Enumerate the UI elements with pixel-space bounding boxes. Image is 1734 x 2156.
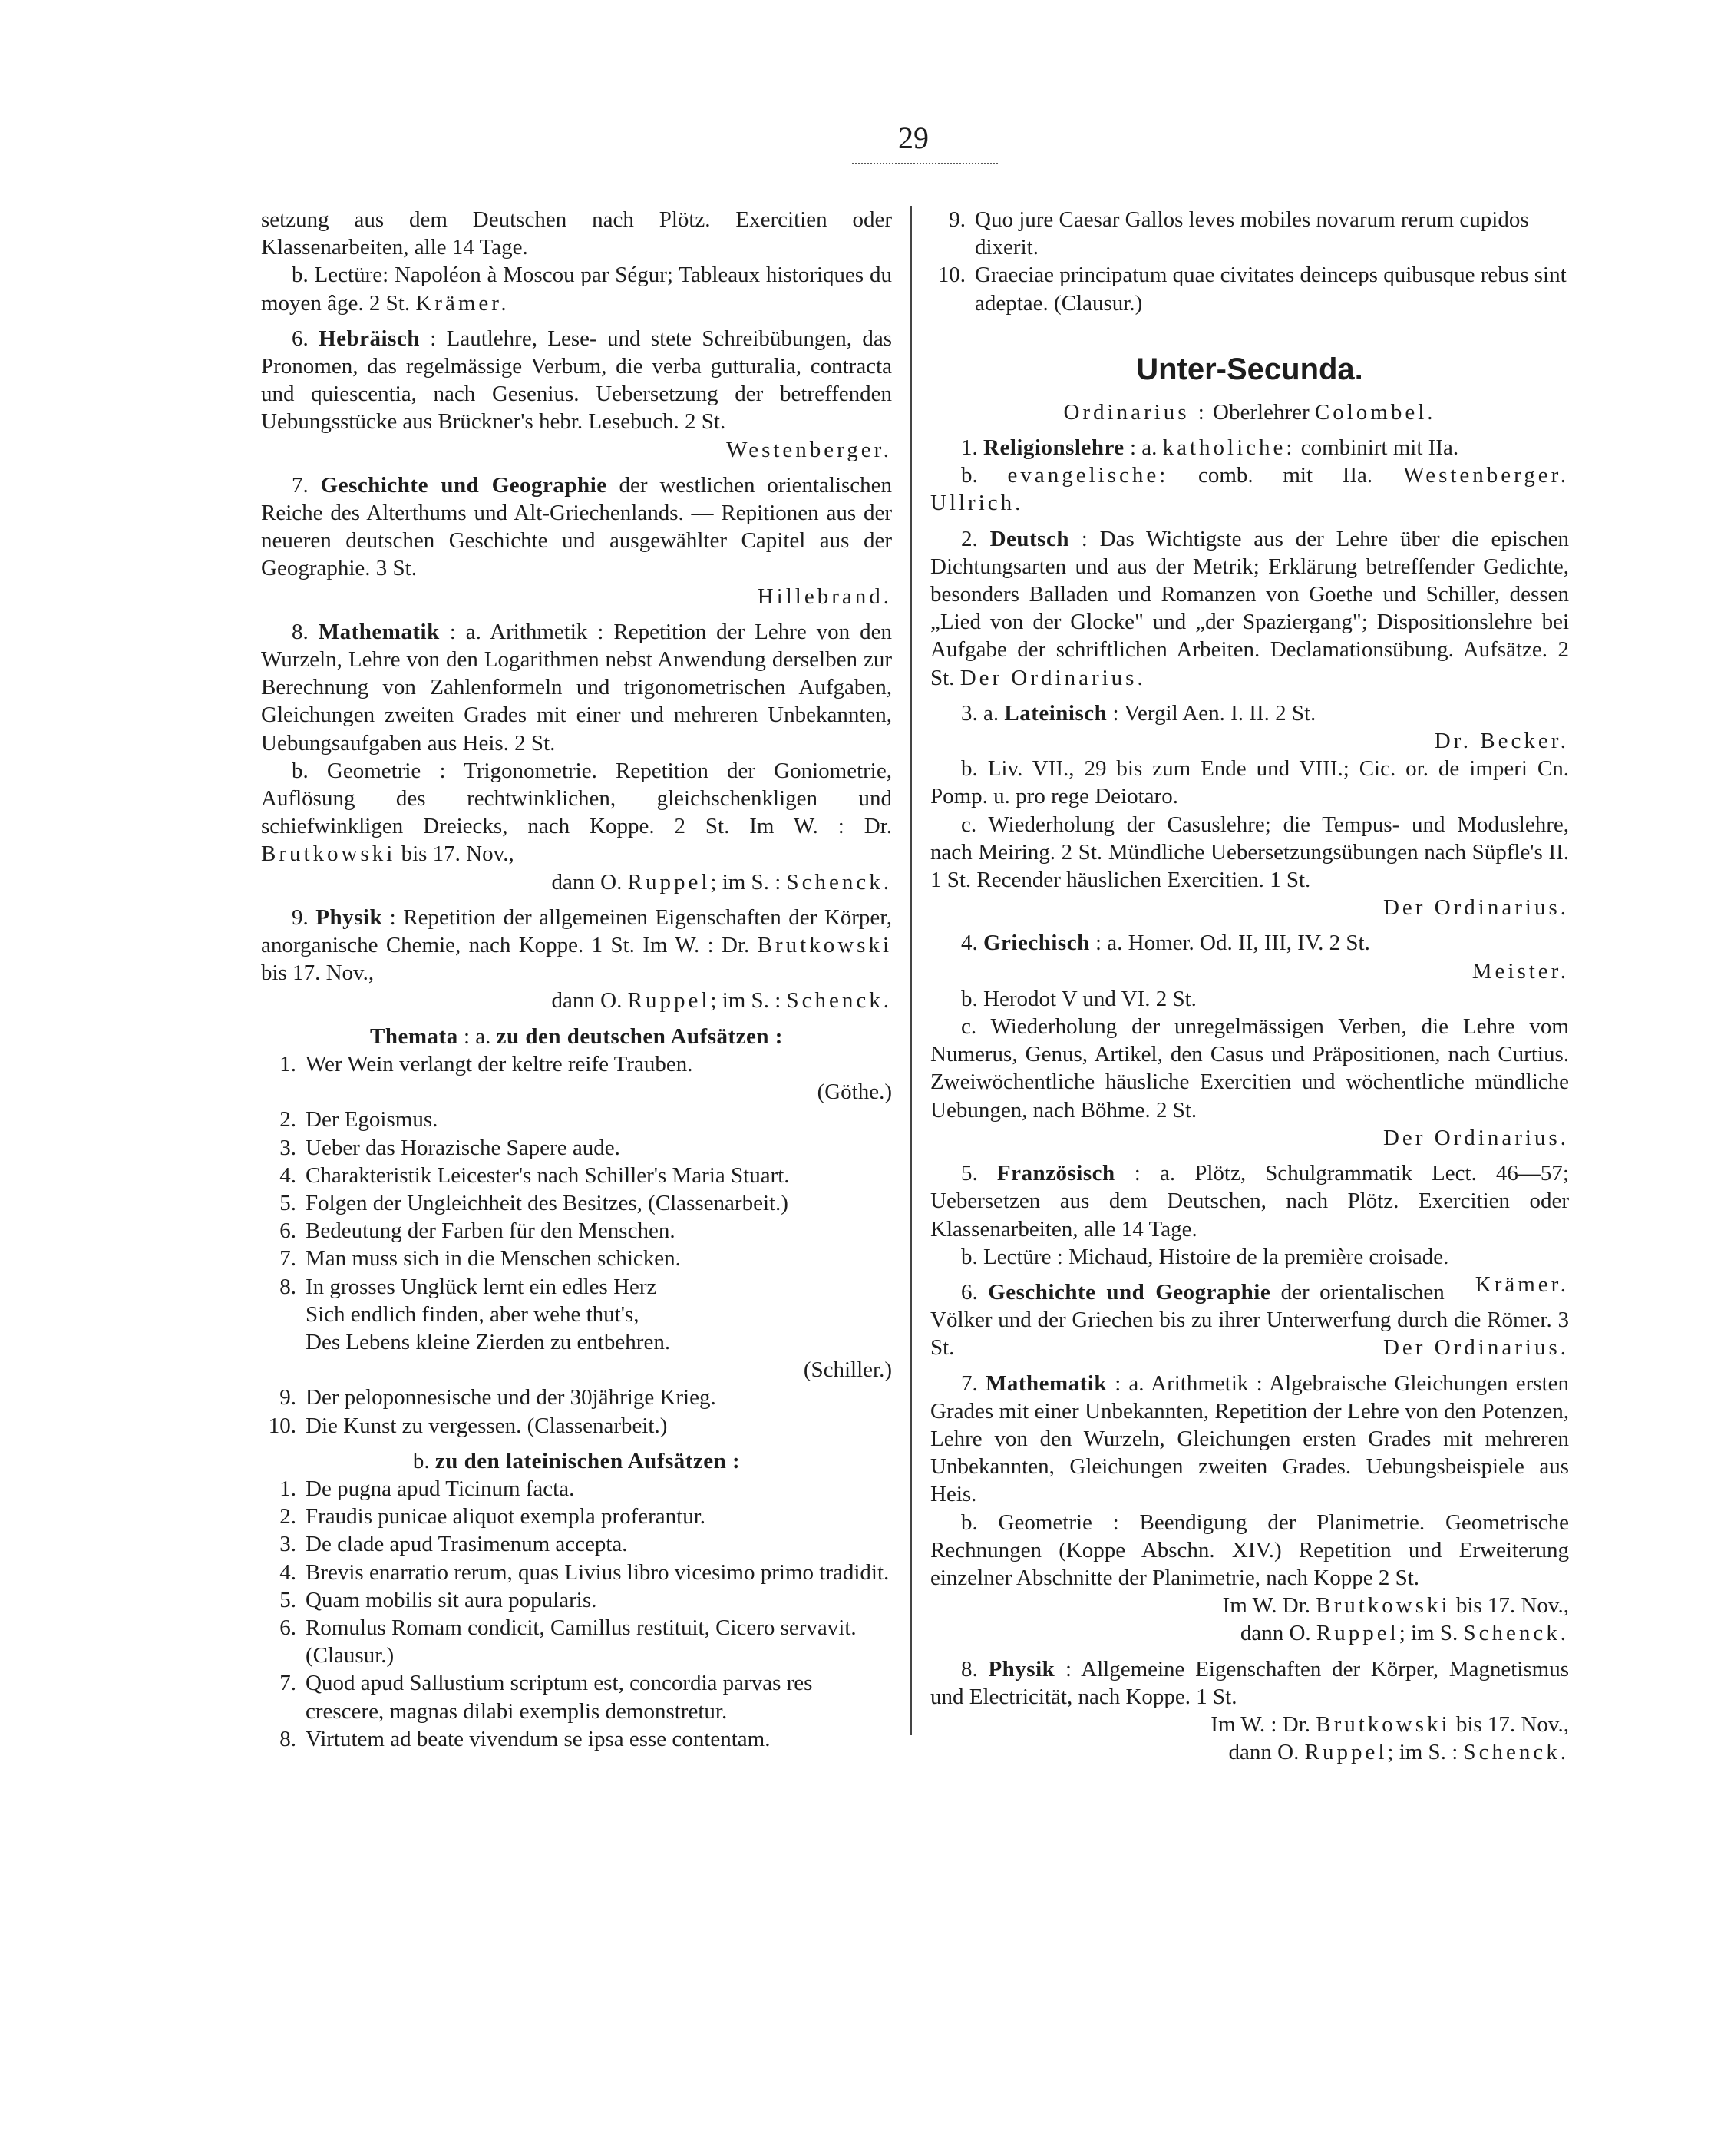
teacher-name: Der Ordinarius. [1382, 1125, 1569, 1150]
list-item [261, 1162, 892, 1189]
list-item [261, 1245, 892, 1272]
page-number: 29 [898, 121, 929, 155]
list-item [261, 1273, 892, 1384]
paragraph-griechisch: 4. Griechisch : a. Homer. Od. II, III, IV. 2 St. Meister. [930, 929, 1569, 984]
list-item [261, 1106, 892, 1133]
subject-heading: Mathematik [318, 619, 440, 644]
teacher-name: Westenberger. [1403, 463, 1569, 488]
teacher-name: Schenck. [1463, 1621, 1569, 1646]
teacher-name: Colombel. [1314, 399, 1436, 425]
list-item-text: Folgen der Ungleichheit des Besitzes, (Classenarbeit.) [306, 1190, 788, 1215]
list-item-text: Charakteristik Leicester's nach Schiller's Maria Stuart. [306, 1162, 790, 1188]
teacher-name: Schenck. [1463, 1740, 1569, 1765]
list-item-text: Graeciae principatum quae civitates deinceps quibusque rebus sint adeptae. (Clausur.) [975, 263, 1567, 316]
list-item-text: Quam mobilis sit aura popularis. [306, 1587, 597, 1612]
german-topics-list [261, 1050, 892, 1440]
teacher-name: Ruppel [1316, 1621, 1399, 1646]
page-number-ornament [852, 163, 998, 164]
paragraph-latein: 3. a. Lateinisch : Vergil Aen. I. II. 2 St. Dr. Becker. [930, 699, 1569, 755]
teacher-name: Krämer. [1475, 1271, 1569, 1297]
list-item [261, 1559, 892, 1586]
list-item-text: Man muss sich in die Menschen schicken. [306, 1246, 681, 1271]
latin-topics-list [261, 1475, 892, 1753]
paragraph-religion: 1. Religionslehre : a. katholiche: combinirt mit IIa. Westenberger. [930, 434, 1569, 461]
latin-topics-list-continued [930, 206, 1569, 317]
list-item [261, 1475, 892, 1503]
teacher-name: Der Ordinarius. [1382, 895, 1569, 921]
list-item-number: 4. [279, 1162, 296, 1188]
list-item [261, 1134, 892, 1162]
list-item-text: Fraudis punicae aliquot exempla proferantur. [306, 1504, 706, 1529]
paragraph-deutsch: 2. Deutsch : Das Wichtigste aus der Lehre über die epischen Dichtungsarten und aus der Metrik; Erklärung betreffender Gedichte, besonders Balladen und Romanzen von Goethe und Schiller, dessen „Lied von der Glocke" und „der Spaziergang"; Dispositionslehre bei Aufgabe der schriftlichen Arbeiten. Declamationsübung. Aufsätze. 2 St. Der Ordinarius. [930, 526, 1570, 690]
list-item-number: 1. [279, 1476, 296, 1501]
teacher-name: Ullrich. [930, 491, 1024, 516]
list-item [261, 1189, 892, 1217]
list-item [261, 1217, 892, 1245]
list-item-text: Quo jure Caesar Gallos leves mobiles novarum rerum cupidos dixerit. [975, 207, 1529, 260]
teacher-name: Schenck. [786, 988, 892, 1014]
teacher-name: Ruppel [1304, 1740, 1388, 1765]
paragraph-mathematik-us: 7. Mathematik : a. Arithmetik : Algebraische Gleichungen ersten Grades mit einer Unbekannten, Repetition der Lehre von den Potenzen, Lehre von den Wurzeln, Gleichungen ersten Grades mit mehreren Unbekannten, Gleichungen zweiten Grades. Uebungsbeispiele aus Heis. [930, 1371, 1570, 1507]
paragraph-geometrie-us: b. Geometrie : Beendigung der Planimetrie. Geometrische Rechnungen (Koppe Abschn. XIV.) Repetition und Erweiterung einzelner Abschnitte der Planimetrie, nach Koppe 2 St. Im W. Dr. Brutkowski bis 17. Nov., dann O. Ruppel; im S. Schenck. [930, 1510, 1569, 1646]
list-item-number: 6. [279, 1615, 296, 1640]
list-item-number: 3. [279, 1135, 296, 1160]
list-item-number: 2. [279, 1504, 296, 1529]
teacher-name: Meister. [1471, 958, 1569, 984]
list-item-text: Quod apud Sallustium scriptum est, concordia parvas res crescere, magnas dilabi exemplis demonstretur. [306, 1671, 813, 1724]
list-item-text: De pugna apud Ticinum facta. [306, 1476, 575, 1501]
subject-heading: Mathematik [985, 1371, 1107, 1396]
ordinarius-line: Ordinarius : Oberlehrer Colombel. [1063, 399, 1436, 425]
list-item [930, 261, 1569, 316]
paragraph-geometrie: b. Geometrie : Trigonometrie. Repetition der Goniometrie, Auflösung des rechtwinklichen, gleichschenkligen und schiefwinkligen Dreiecks, nach Koppe. 2 St. Im W. : Dr. Brutkowski bis 17. Nov., dann O. Ruppel; im S. : Schenck. [261, 758, 892, 894]
paragraph-mathematik: 8. Mathematik : a. Arithmetik : Repetition der Lehre von den Wurzeln, Lehre von den Logarithmen nebst Anwendung derselben zur Berechnung von Zahlenformeln und trigonometrischen Aufgaben, Gleichungen zweiten Grades mit einer und mehreren Unbekannten, Uebungsaufgaben aus Heis. 2 St. [261, 619, 892, 756]
subject-heading: Französisch [996, 1161, 1115, 1186]
list-item [261, 1725, 892, 1753]
list-item-text: Der Egoismus. [306, 1107, 438, 1133]
teacher-name: Brutkowski [757, 933, 892, 958]
list-item [261, 1614, 892, 1669]
teacher-name: Der Ordinarius. [1382, 1335, 1569, 1361]
teacher-name: Brutkowski [1316, 1593, 1451, 1619]
subject-heading: Deutsch [989, 526, 1069, 551]
themata-heading-german: Themata : a. zu den deutschen Aufsätzen : [370, 1023, 783, 1049]
right-column [930, 206, 1569, 1766]
subject-heading: Hebräisch [319, 326, 420, 351]
list-item-number: 3. [279, 1532, 296, 1557]
teacher-name: Westenberger. [726, 437, 892, 462]
list-item-number: 10. [268, 1413, 296, 1438]
list-item [261, 1503, 892, 1530]
paragraph-griechisch-b: b. Herodot V und VI. 2 St. [961, 986, 1197, 1011]
paragraph-exercitien: setzung aus dem Deutschen nach Plötz. Exercitien oder Klassenarbeiten, alle 14 Tage. [261, 207, 892, 260]
list-item-number: 8. [279, 1274, 296, 1299]
subject-heading: Geschichte und Geographie [320, 472, 607, 498]
list-item-attribution: (Schiller.) [803, 1357, 892, 1383]
list-item-number: 4. [279, 1559, 296, 1585]
paragraph-griechisch-c: c. Wiederholung der unregelmässigen Verben, die Lehre vom Numerus, Genus, Artikel, den Casus und Präpositionen, nach Curtius. Zweiwöchentliche häusliche Exercitien und wöchentliche mündliche Uebungen, nach Böhme. 2 St. Der Ordinarius. [930, 1013, 1569, 1152]
left-column [261, 206, 892, 1753]
list-item-number: 2. [279, 1107, 296, 1133]
list-item-number: 8. [279, 1726, 296, 1751]
list-item [261, 1050, 892, 1106]
list-item-text: Brevis enarratio rerum, quas Livius libro vicesimo primo tradidit. [306, 1559, 890, 1585]
list-item [930, 206, 1569, 261]
list-item-text: Die Kunst zu vergessen. (Classenarbeit.) [306, 1413, 668, 1438]
teacher-name: Krämer. [415, 290, 510, 316]
list-item-number: 1. [279, 1051, 296, 1076]
list-item-number: 7. [279, 1671, 296, 1696]
list-item [261, 1530, 892, 1558]
list-item-text: Romulus Romam condicit, Camillus restituit, Cicero servavit. (Clausur.) [306, 1615, 857, 1668]
list-item [261, 1412, 892, 1440]
list-item [261, 1384, 892, 1411]
column-divider [910, 206, 912, 1735]
teacher-name: Der Ordinarius. [959, 665, 1146, 690]
list-item-number: 10. [937, 263, 966, 288]
paragraph-physik: 9. Physik : Repetition der allgemeinen Eigenschaften der Körper, anorganische Chemie, nach Koppe. 1 St. Im W. : Dr. Brutkowski bis 17. Nov., dann O. Ruppel; im S. : Schenck. [261, 904, 893, 1014]
list-item-number: 6. [279, 1219, 296, 1244]
subject-heading: Lateinisch [1004, 700, 1108, 726]
teacher-name: Ruppel [627, 988, 711, 1014]
list-item-text: Der peloponnesische und der 30jährige Krieg. [306, 1385, 716, 1410]
list-item [261, 1586, 892, 1614]
subject-heading: Physik [988, 1656, 1055, 1681]
teacher-name: Schenck. [786, 869, 892, 894]
paragraph-hebraeisch: 6. Hebräisch : Lautlehre, Lese- und stete Schreibübungen, das Pronomen, das regelmässige Verbum, die verba gutturalia, contracta und quiescentia, nach Gesenius. Uebersetzung der betreffenden Uebungsstücke aus Brückner's hebr. Lesebuch. 2 St. Westenberger. [261, 325, 892, 464]
paragraph-religion-b: b. evangelische: comb. mit IIa. Ullrich. [930, 463, 1373, 516]
list-item-number: 9. [279, 1385, 296, 1410]
paragraph-geschichte: 7. Geschichte und Geographie der westlichen orientalischen Reiche des Alterthums und Alt-Griechenlands. — Repitionen aus der neueren deutschen Geschichte und ausgewählter Capitel aus der Geographie. 3 St. Hillebrand. [261, 471, 892, 610]
teacher-name: Brutkowski [261, 842, 396, 867]
paragraph-franzoesisch-b: b. Lectüre : Michaud, Histoire de la première croisade. Krämer. [930, 1243, 1569, 1271]
list-item-text: Virtutem ad beate vivendum se ipsa esse contentam. [306, 1726, 771, 1751]
subject-heading: Geschichte und Geographie [988, 1279, 1271, 1305]
section-title: Unter-Secunda. [1136, 352, 1363, 386]
paragraph-latein-c: c. Wiederholung der Casuslehre; die Tempus- und Moduslehre, nach Meiring. 2 St. Mündliche Uebersetzungsübungen nach Süpfle's II. 1 St. Recender häuslichen Exercitien. 1 St. Der Ordinarius. [930, 811, 1569, 922]
list-item-text: Ueber das Horazische Sapere aude. [306, 1135, 620, 1160]
paragraph-geschichte-us: 6. Geschichte und Geographie der orientalischen Völker und der Griechen bis zu ihrer Unterwerfung durch die Römer. 3 St. Der Ordinarius. [930, 1278, 1569, 1362]
list-item-text: De clade apud Trasimenum accepta. [306, 1532, 628, 1557]
list-item-number: 5. [279, 1587, 296, 1612]
subject-heading: Griechisch [983, 931, 1090, 956]
list-item-number: 5. [279, 1190, 296, 1215]
list-item-attribution: (Göthe.) [817, 1080, 892, 1105]
list-item-text: Bedeutung der Farben für den Menschen. [306, 1219, 675, 1244]
paragraph-physik-us: 8. Physik : Allgemeine Eigenschaften der Körper, Magnetismus und Electricität, nach Koppe. 1 St. Im W. : Dr. Brutkowski bis 17. Nov., dann O. Ruppel; im S. : Schenck. [930, 1656, 1569, 1765]
paragraph-franzoesisch: 5. Französisch : a. Plötz, Schulgrammatik Lect. 46—57; Uebersetzen aus dem Deutschen, nach Plötz. Exercitien oder Klassenarbeiten, alle 14 Tage. [930, 1161, 1569, 1242]
teacher-name: Brutkowski [1316, 1711, 1451, 1737]
list-item-number: 9. [949, 207, 966, 232]
teacher-name: Ruppel [627, 869, 711, 894]
list-item [261, 1669, 892, 1724]
list-item-number: 7. [279, 1246, 296, 1271]
teacher-name: Hillebrand. [757, 584, 892, 609]
paragraph-lectuere: b. Lectüre: Napoléon à Moscou par Ségur; Tableaux historiques du moyen âge. 2 St. Krämer. [261, 263, 892, 316]
subject-heading: Religionslehre [983, 435, 1125, 461]
list-item-text: In grosses Unglück lernt ein edles Herz Sich endlich finden, aber wehe thut's, Des Lebens kleine Zierden zu entbehren. (Schiller.) [306, 1273, 892, 1384]
paragraph-latein-b: b. Liv. VII., 29 bis zum Ende und VIII.; Cic. or. de imperi Cn. Pomp. u. pro rege Deiotaro. [930, 756, 1569, 809]
list-item-text: Wer Wein verlangt der keltre reife Trauben. (Göthe.) [306, 1050, 892, 1106]
themata-heading-latin: b. zu den lateinischen Aufsätzen : [412, 1448, 741, 1473]
subject-heading: Physik [315, 904, 383, 930]
teacher-name: Dr. Becker. [1434, 729, 1569, 754]
